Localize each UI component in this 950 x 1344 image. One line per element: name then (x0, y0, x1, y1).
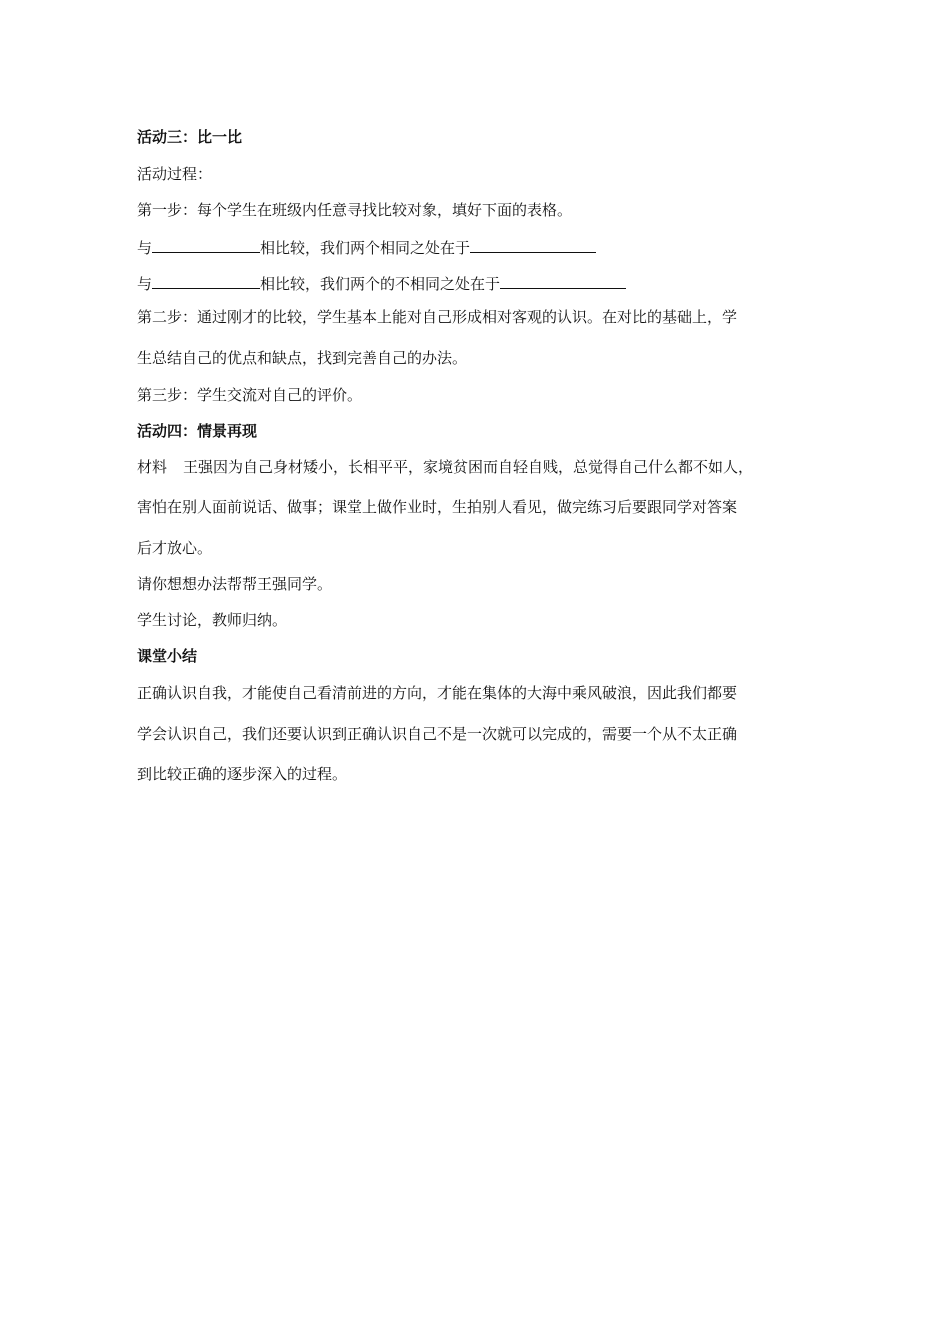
activity4-discussion: 学生讨论，教师归纳。 (137, 611, 288, 629)
fill-blank-compare-target[interactable] (152, 272, 260, 289)
fill-line-same (137, 236, 596, 258)
material-text: 王强因为自己身材矮小，长相平平，家境贫困而自轻自贱，总觉得自己什么都不如人， (183, 458, 754, 476)
activity3-step1: 第一步：每个学生在班级内任意寻找比较对象，填好下面的表格。 (137, 201, 573, 219)
activity4-material-line2: 害怕在别人面前说话、做事；课堂上做作业时，生拍别人看见，做完练习后要跟同学对答案 (137, 498, 738, 516)
activity4-prompt: 请你想想办法帮帮王强同学。 (137, 575, 333, 593)
summary-line2: 学会认识自己，我们还要认识到正确认识自己不是一次就可以完成的，需要一个从不太正确 (137, 725, 738, 743)
activity4-material-line1 (137, 457, 753, 477)
summary-line3: 到比较正确的逐步深入的过程。 (137, 765, 348, 783)
fill-line-same-middle: 相比较，我们两个相同之处在于 (260, 239, 471, 257)
activity3-process-label: 活动过程： (137, 165, 213, 183)
activity3-step2-line2: 生总结自己的优点和缺点，找到完善自己的办法。 (137, 349, 468, 367)
activity3-heading: 活动三：比一比 (137, 128, 243, 146)
fill-blank-similarity[interactable] (470, 236, 596, 253)
summary-line1: 正确认识自我，才能使自己看清前进的方向，才能在集体的大海中乘风破浪，因此我们都要 (137, 684, 738, 702)
activity3-step2-line1: 第二步：通过刚才的比较，学生基本上能对自己形成相对客观的认识。在对比的基础上，学 (137, 308, 738, 326)
summary-heading: 课堂小结 (137, 647, 198, 665)
activity4-heading: 活动四：情景再现 (137, 422, 258, 440)
activity3-step3: 第三步：学生交流对自己的评价。 (137, 386, 363, 404)
fill-line-same-prefix: 与 (137, 239, 153, 257)
activity4-material-line3: 后才放心。 (137, 539, 213, 557)
fill-line-different-prefix: 与 (137, 275, 153, 293)
fill-blank-difference[interactable] (500, 272, 626, 289)
fill-line-different (137, 272, 626, 294)
material-label: 材料 (137, 458, 168, 476)
fill-blank-compare-target[interactable] (152, 236, 260, 253)
fill-line-different-middle: 相比较，我们两个的不相同之处在于 (260, 275, 501, 293)
